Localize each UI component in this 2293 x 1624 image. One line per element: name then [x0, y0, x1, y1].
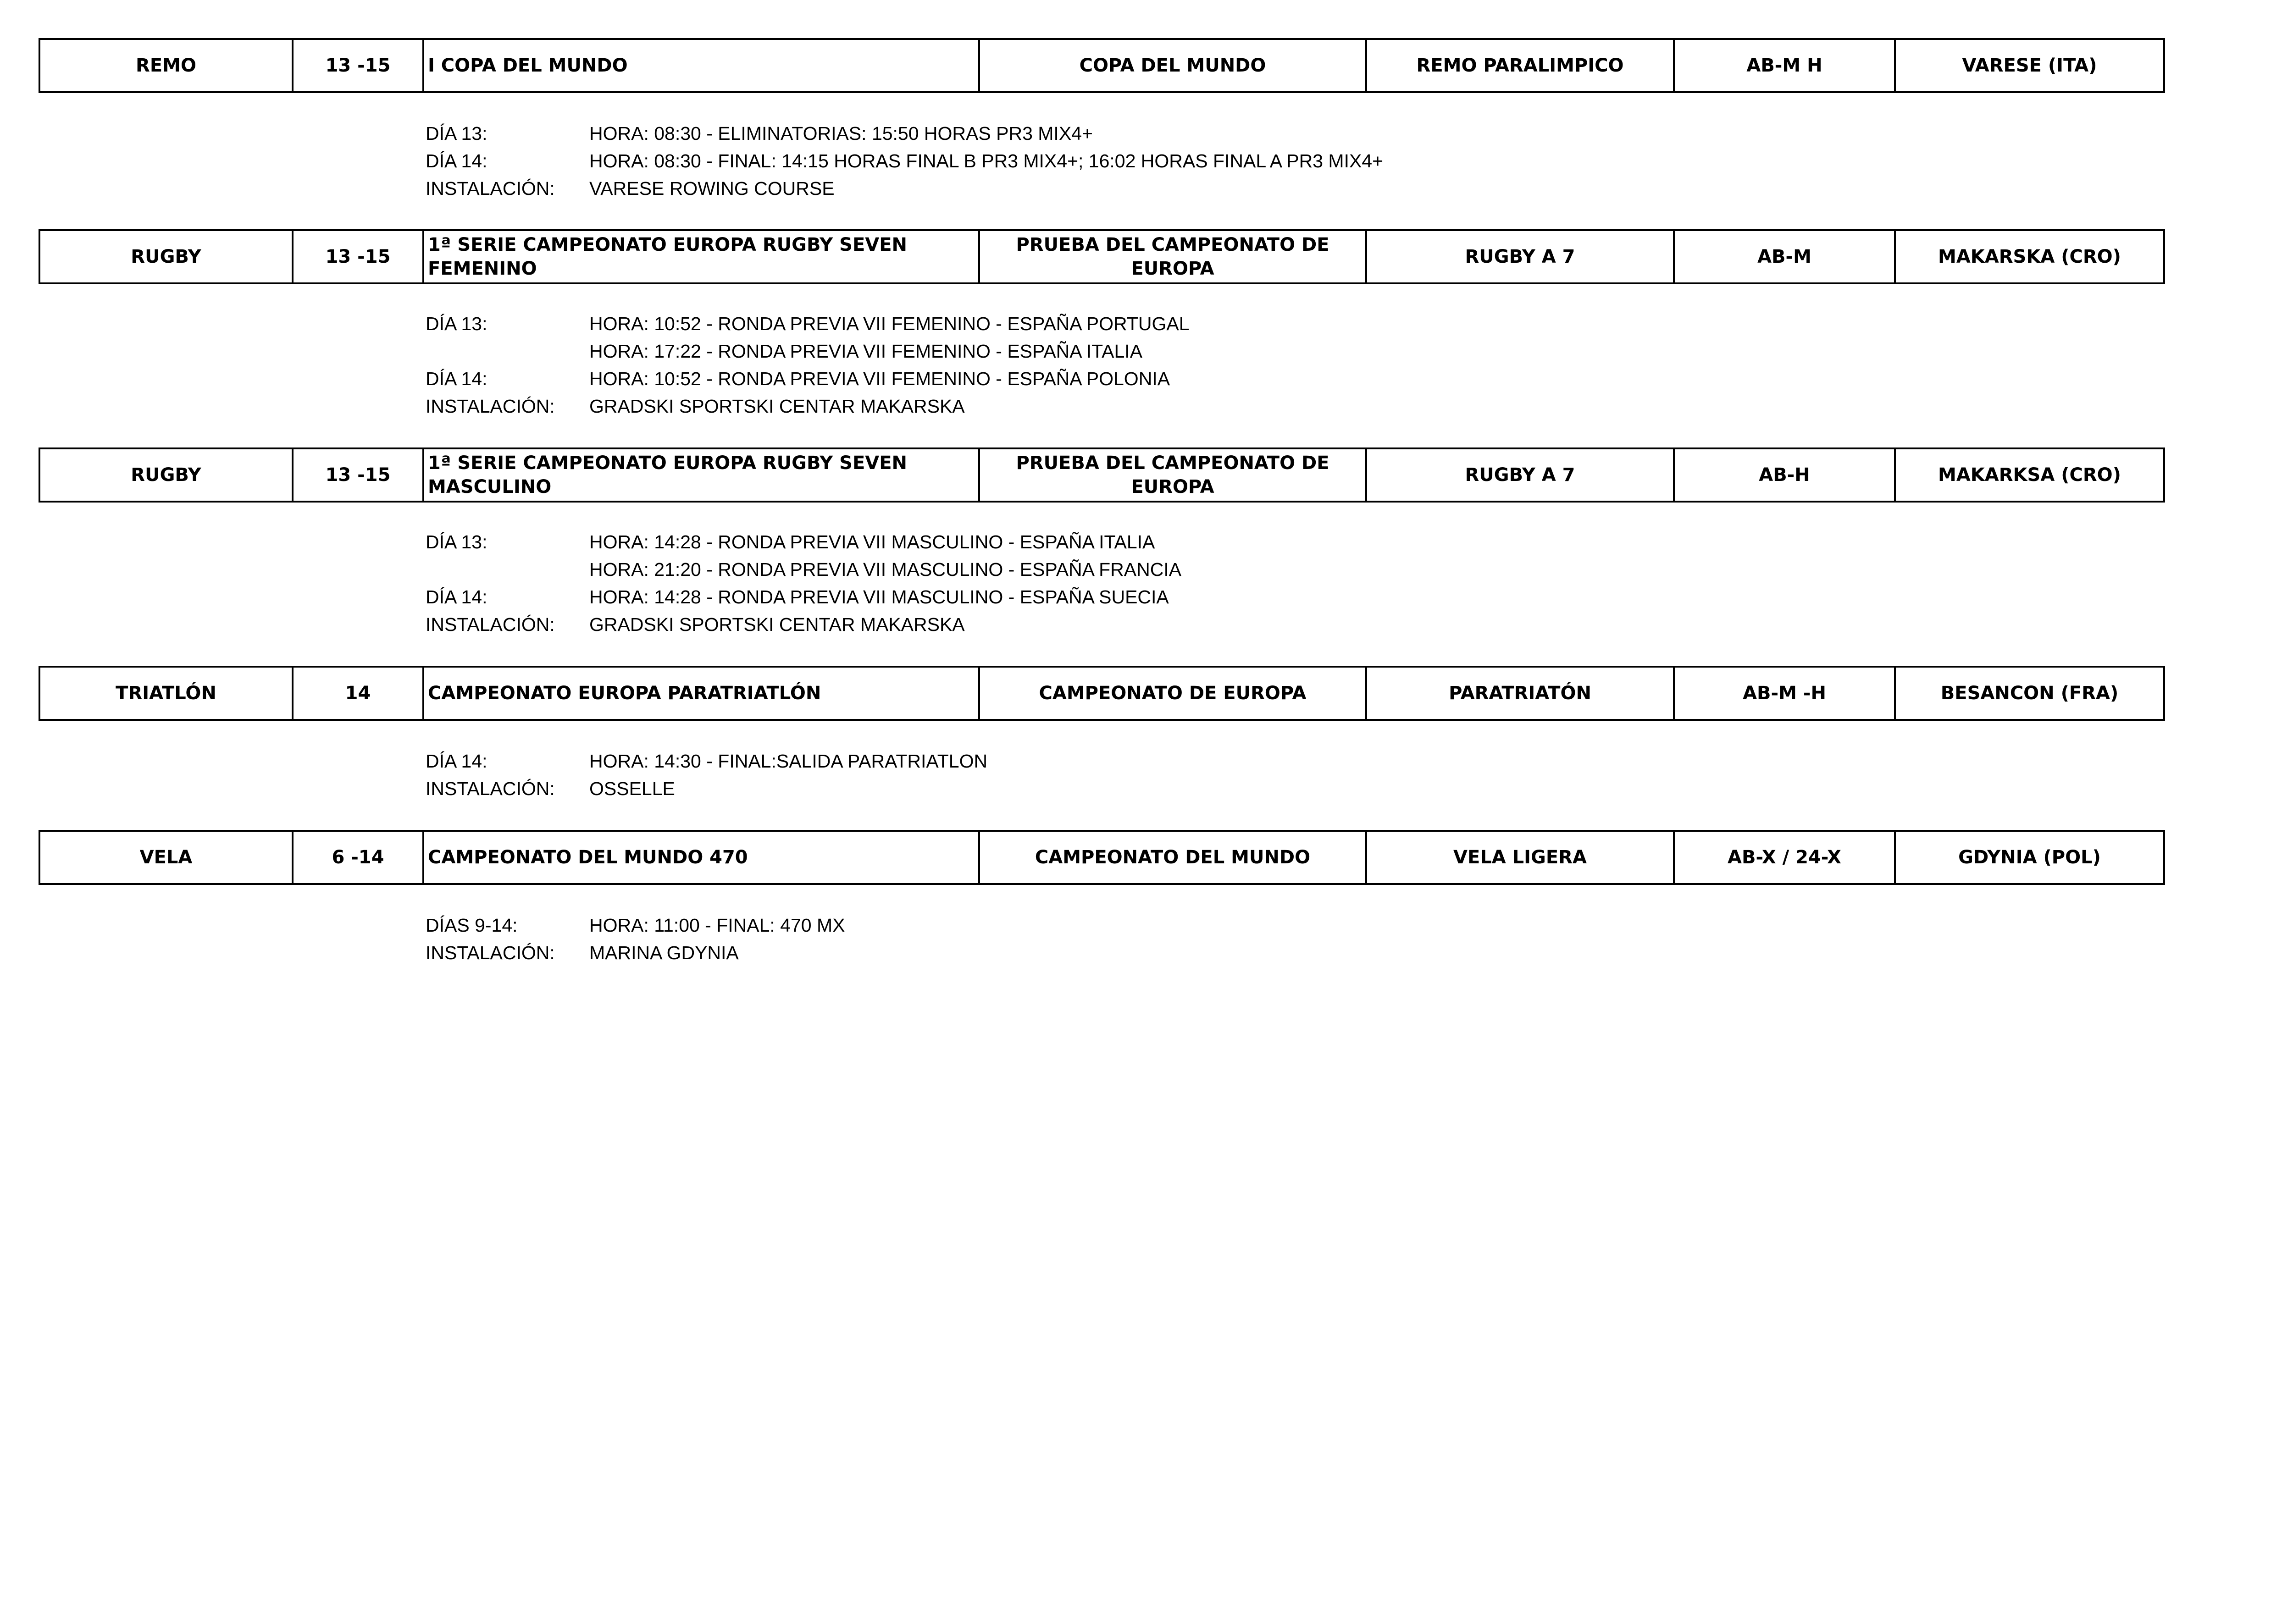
detail-label: DÍA 14: — [426, 368, 487, 389]
detail-text: HORA: 21:20 - RONDA PREVIA VII MASCULINO - ESPAÑA FRANCIA — [589, 559, 1182, 580]
event-type-cell: COPA DEL MUNDO — [979, 39, 1366, 92]
event-details-triatlon — [426, 747, 987, 802]
event-header — [39, 831, 2164, 884]
dates-cell: 13 -15 — [293, 448, 423, 502]
detail-label: DÍA 13: — [426, 531, 487, 552]
dates-cell: 14 — [293, 667, 423, 720]
event-header — [39, 667, 2164, 720]
detail-row — [426, 528, 1181, 556]
detail-label: INSTALACIÓN: — [426, 942, 555, 963]
detail-row — [426, 583, 1181, 611]
event-details-remo — [426, 120, 1383, 202]
detail-label: INSTALACIÓN: — [426, 178, 555, 199]
detail-text: HORA: 14:28 - RONDA PREVIA VII MASCULINO - ESPAÑA ITALIA — [589, 531, 1155, 552]
detail-row — [426, 175, 1383, 202]
event-type-cell: PRUEBA DEL CAMPEONATO DE EUROPA — [979, 448, 1366, 502]
detail-row — [426, 310, 1190, 337]
event-row-rugby-femenino — [39, 229, 2165, 284]
detail-label: DÍA 14: — [426, 751, 487, 772]
category-cell: AB-M H — [1674, 39, 1895, 92]
place-cell: MAKARKSA (CRO) — [1895, 448, 2164, 502]
detail-row — [426, 775, 987, 802]
detail-row — [426, 392, 1190, 420]
event-type-cell: CAMPEONATO DE EUROPA — [979, 667, 1366, 720]
event-name-cell: CAMPEONATO EUROPA PARATRIATLÓN — [423, 667, 979, 720]
discipline-cell: REMO PARALIMPICO — [1366, 39, 1674, 92]
event-name-cell: I COPA DEL MUNDO — [423, 39, 979, 92]
detail-text: HORA: 08:30 - ELIMINATORIAS: 15:50 HORAS PR3 MIX4+ — [589, 123, 1093, 144]
detail-text: MARINA GDYNIA — [589, 942, 739, 963]
detail-row — [426, 337, 1190, 365]
detail-label: DÍA 13: — [426, 313, 487, 334]
discipline-cell: VELA LIGERA — [1366, 831, 1674, 884]
detail-text: GRADSKI SPORTSKI CENTAR MAKARSKA — [589, 396, 965, 417]
detail-row — [426, 120, 1383, 147]
category-cell: AB-M -H — [1674, 667, 1895, 720]
place-cell: BESANCON (FRA) — [1895, 667, 2164, 720]
detail-row — [426, 611, 1181, 638]
dates-cell: 13 -15 — [293, 39, 423, 92]
event-name-cell: 1ª SERIE CAMPEONATO EUROPA RUGBY SEVEN FEMENINO — [423, 230, 979, 283]
event-name-cell: 1ª SERIE CAMPEONATO EUROPA RUGBY SEVEN MASCULINO — [423, 448, 979, 502]
event-details-rugby-femenino — [426, 310, 1190, 420]
event-row-remo — [39, 38, 2165, 93]
sport-cell: TRIATLÓN — [39, 667, 293, 720]
dates-cell: 6 -14 — [293, 831, 423, 884]
detail-text: HORA: 14:30 - FINAL:SALIDA PARATRIATLON — [589, 751, 988, 772]
event-details-vela — [426, 911, 845, 967]
event-row-triatlon — [39, 666, 2165, 721]
place-cell: MAKARSKA (CRO) — [1895, 230, 2164, 283]
category-cell: AB-X / 24-X — [1674, 831, 1895, 884]
detail-row — [426, 365, 1190, 392]
detail-row — [426, 147, 1383, 175]
event-header — [39, 448, 2164, 502]
detail-row — [426, 939, 845, 967]
detail-label: INSTALACIÓN: — [426, 396, 555, 417]
detail-text: HORA: 17:22 - RONDA PREVIA VII FEMENINO - ESPAÑA ITALIA — [589, 341, 1143, 362]
event-type-cell: PRUEBA DEL CAMPEONATO DE EUROPA — [979, 230, 1366, 283]
category-cell: AB-M — [1674, 230, 1895, 283]
detail-label — [426, 337, 589, 365]
sport-cell: VELA — [39, 831, 293, 884]
event-type-cell: CAMPEONATO DEL MUNDO — [979, 831, 1366, 884]
discipline-cell: RUGBY A 7 — [1366, 448, 1674, 502]
event-header — [39, 230, 2164, 283]
detail-row — [426, 556, 1181, 583]
category-cell: AB-H — [1674, 448, 1895, 502]
discipline-cell: RUGBY A 7 — [1366, 230, 1674, 283]
discipline-cell: PARATRIATÓN — [1366, 667, 1674, 720]
sport-cell: RUGBY — [39, 230, 293, 283]
dates-cell: 13 -15 — [293, 230, 423, 283]
detail-text: HORA: 10:52 - RONDA PREVIA VII FEMENINO - ESPAÑA PORTUGAL — [589, 313, 1190, 334]
detail-text: HORA: 11:00 - FINAL: 470 MX — [589, 915, 845, 936]
event-header — [39, 39, 2164, 92]
detail-text: HORA: 14:28 - RONDA PREVIA VII MASCULINO - ESPAÑA SUECIA — [589, 586, 1169, 608]
event-name-cell: CAMPEONATO DEL MUNDO 470 — [423, 831, 979, 884]
detail-label: INSTALACIÓN: — [426, 778, 555, 799]
detail-text: HORA: 08:30 - FINAL: 14:15 HORAS FINAL B PR3 MIX4+; 16:02 HORAS FINAL A PR3 MIX4+ — [589, 150, 1384, 171]
sport-cell: REMO — [39, 39, 293, 92]
event-row-rugby-masculino — [39, 447, 2165, 503]
place-cell: GDYNIA (POL) — [1895, 831, 2164, 884]
event-row-vela — [39, 830, 2165, 885]
detail-label: DÍAS 9-14: — [426, 915, 518, 936]
detail-label: DÍA 14: — [426, 586, 487, 608]
detail-text: OSSELLE — [589, 778, 675, 799]
detail-row — [426, 747, 987, 775]
place-cell: VARESE (ITA) — [1895, 39, 2164, 92]
detail-row — [426, 911, 845, 939]
detail-text: VARESE ROWING COURSE — [589, 178, 835, 199]
detail-text: GRADSKI SPORTSKI CENTAR MAKARSKA — [589, 614, 965, 635]
sport-cell: RUGBY — [39, 448, 293, 502]
detail-label — [426, 556, 589, 583]
event-details-rugby-masculino — [426, 528, 1181, 638]
detail-label: DÍA 13: — [426, 123, 487, 144]
detail-label: INSTALACIÓN: — [426, 614, 555, 635]
detail-text: HORA: 10:52 - RONDA PREVIA VII FEMENINO - ESPAÑA POLONIA — [589, 368, 1170, 389]
detail-label: DÍA 14: — [426, 150, 487, 171]
